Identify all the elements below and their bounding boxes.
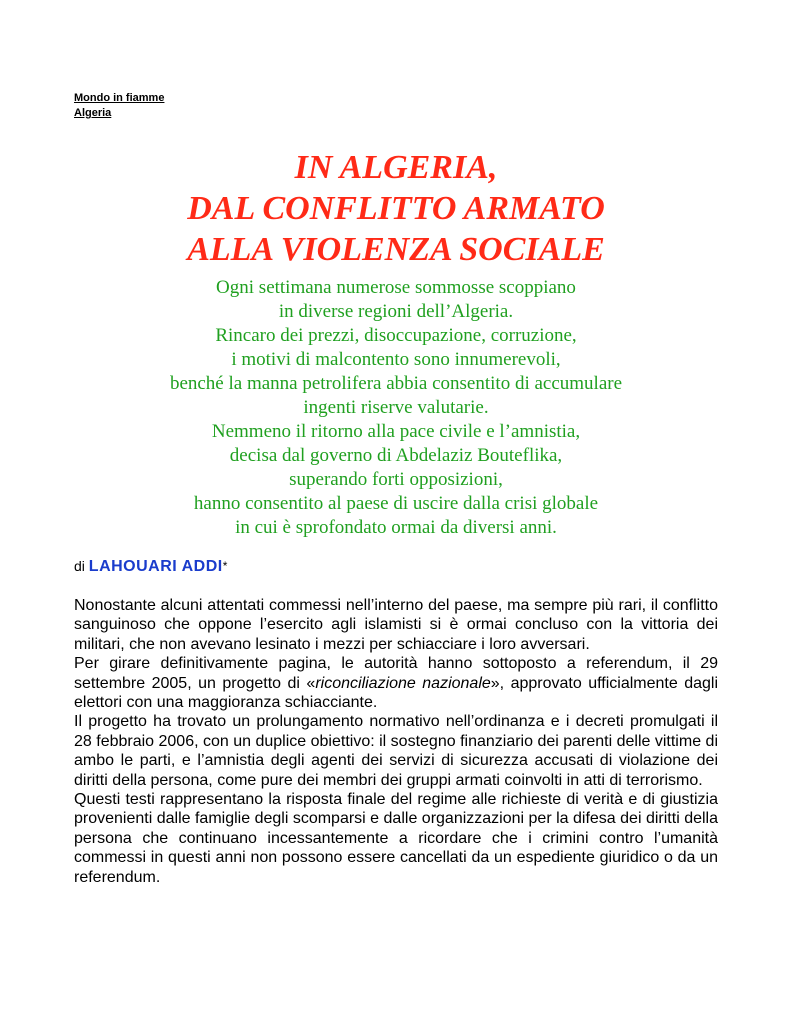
paragraph: Questi testi rappresentano la risposta finale del regime alle richieste di verità e di giustizia provenienti dalle famiglie degli scomparsi e dalle organizzazioni per la difesa dei diritti della persona che continuano incessantemente a ricordare che i crimini contro l’umanità commessi in questi anni non possono essere cancellati da un espediente giuridico o da un referendum. — [74, 791, 718, 886]
subtitle-line: in cui è sprofondato ormai da diversi anni. — [235, 517, 557, 538]
subtitle-line: Ogni settimana numerose sommosse scoppiano — [216, 277, 576, 298]
subtitle-line: hanno consentito al paese di uscire dalla crisi globale — [193, 493, 599, 514]
footnote-marker: * — [222, 559, 228, 573]
subtitle-line: ingenti riserve valutarie. — [303, 397, 489, 418]
title-line-2: DAL CONFLITTO ARMATO — [187, 190, 605, 227]
paragraph: Il progetto ha trovato un prolungamento normativo nell’ordinanza e i decreti promulgati il 28 febbraio 2006, con un duplice obiettivo: il sostegno finanziario dei parenti delle vittime di ambo le parti, e l’amnistia degli agenti dei servizi di sicurezza accusati di violazione dei diritti della persona, come pure dei membri dei gruppi armati coinvolti in atti di terrorismo. — [74, 713, 718, 789]
article-body — [74, 596, 718, 887]
subtitle-line: decisa dal governo di Abdelaziz Bouteflika, — [229, 445, 563, 466]
subtitle-line: benché la manna petrolifera abbia consentito di accumulare — [169, 373, 623, 394]
paragraph-text: », approvato ufficialmente dagli elettori con una maggioranza schiacciante. — [74, 674, 718, 712]
author-name: LAHOUARI ADDI — [88, 558, 223, 575]
title-line-3: ALLA VIOLENZA SOCIALE — [187, 231, 605, 268]
title-line-1: IN ALGERIA, — [294, 149, 498, 186]
article-title — [74, 147, 718, 270]
subtitle-line: Rincaro dei prezzi, disoccupazione, corruzione, — [215, 325, 577, 346]
section-breadcrumb — [74, 91, 164, 121]
section-link-algeria[interactable]: Algeria — [74, 107, 112, 119]
paragraph — [74, 654, 718, 712]
section-link-mondo-in-fiamme[interactable]: Mondo in fiamme — [74, 92, 165, 104]
italic-term: riconciliazione nazionale — [315, 674, 491, 692]
byline — [74, 556, 227, 577]
subtitle-line: superando forti opposizioni, — [289, 469, 503, 490]
subtitle-line: i motivi di malcontento sono innumerevoli, — [231, 349, 561, 370]
paragraph: Nonostante alcuni attentati commessi nell’interno del paese, ma sempre più rari, il conflitto sanguinoso che oppone l’esercito agli islamisti si è ormai concluso con la vittoria dei militari, che non avevano lesinato i mezzi per schiacciare i loro avversari. — [74, 597, 718, 653]
subtitle-line: Nemmeno il ritorno alla pace civile e l’amnistia, — [211, 421, 581, 442]
article-subtitle — [74, 276, 718, 540]
paragraph-text: Per girare definitivamente pagina, le autorità hanno sottoposto a referendum, il 29 settembre 2005, un progetto di « — [74, 655, 718, 692]
subtitle-line: in diverse regioni dell’Algeria. — [278, 301, 514, 322]
byline-prefix: di — [74, 558, 89, 574]
